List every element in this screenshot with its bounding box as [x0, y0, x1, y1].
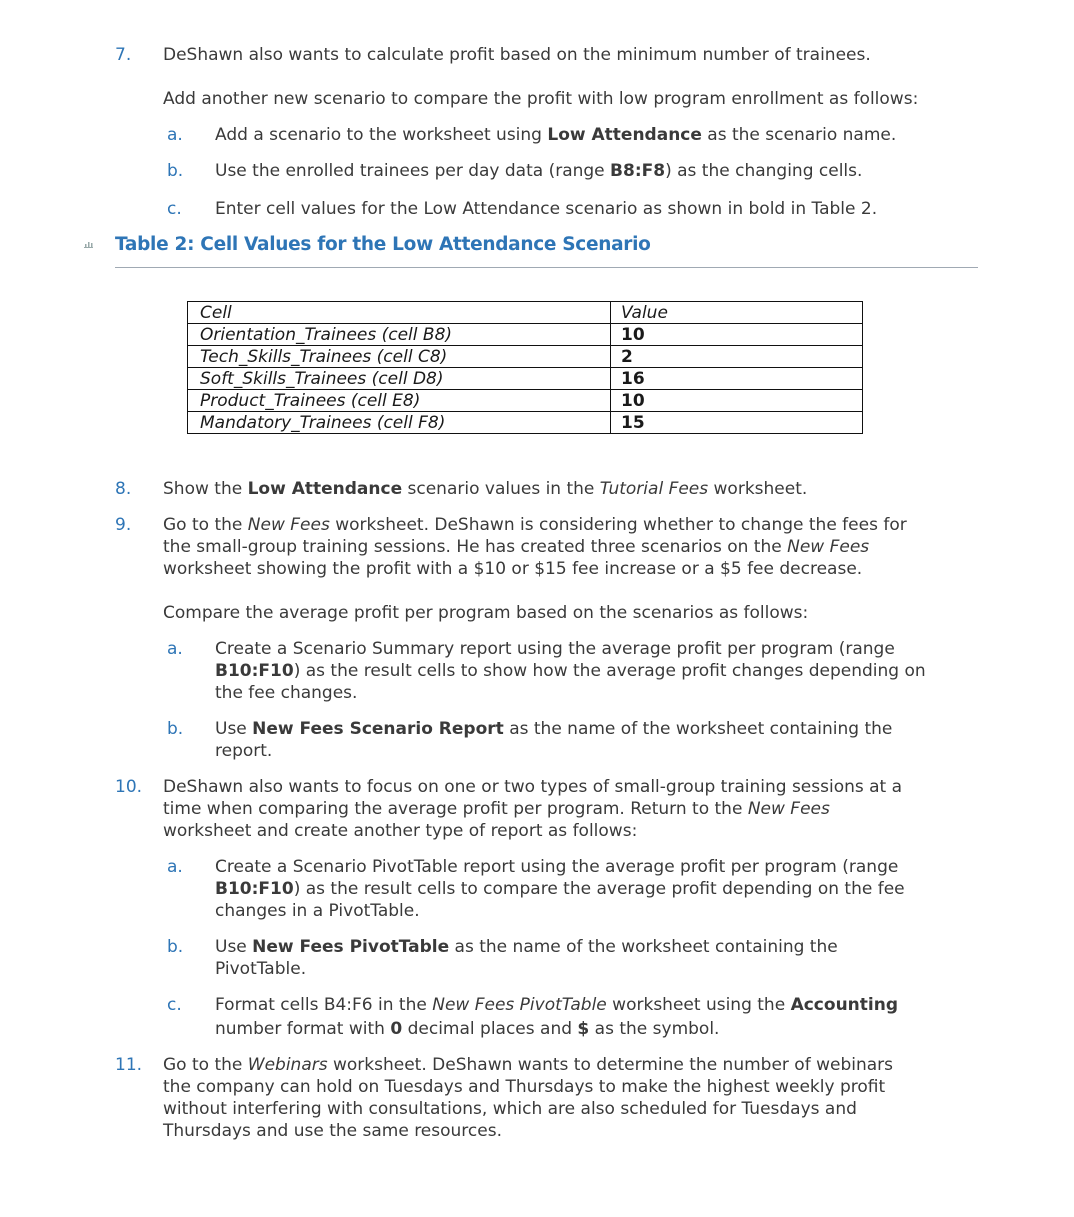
step-text: DeShawn also wants to calculate profit based on the minimum number of trainees.: [163, 45, 871, 65]
substep-letter: b.: [167, 719, 184, 739]
step-number: 8.: [115, 479, 132, 499]
cell-value: 16: [611, 368, 863, 390]
cell-value: 2: [611, 346, 863, 368]
substep-text-line: PivotTable.: [215, 959, 307, 979]
step-text-line: Go to the Webinars worksheet. DeShawn wants to determine the number of webinars: [163, 1055, 894, 1075]
substep-letter: c.: [167, 995, 182, 1015]
substep-text-line: number format with 0 decimal places and $ as the symbol.: [215, 1019, 720, 1039]
substep-text-line: the fee changes.: [215, 683, 358, 703]
substep-text-line: changes in a PivotTable.: [215, 901, 420, 921]
step-text: Show the Low Attendance scenario values in the Tutorial Fees worksheet.: [163, 479, 808, 499]
cell-name: Soft_Skills_Trainees (cell D8): [188, 368, 611, 390]
substep-letter: a.: [167, 857, 183, 877]
cell-value: 10: [611, 390, 863, 412]
substep-letter: a.: [167, 639, 183, 659]
step-intro: Add another new scenario to compare the profit with low program enrollment as follows:: [163, 89, 919, 109]
table-caption: Table 2: Cell Values for the Low Attendance Scenario: [115, 234, 651, 255]
cell-name: Product_Trainees (cell E8): [188, 390, 611, 412]
column-header-value: Value: [611, 302, 863, 324]
substep-letter: a.: [167, 125, 183, 145]
step-text-line: the small-group training sessions. He has created three scenarios on the New Fees: [163, 537, 870, 557]
table-row: [188, 390, 863, 412]
step-text-line: worksheet and create another type of report as follows:: [163, 821, 638, 841]
cell-values-table: [187, 301, 863, 434]
table-row: [188, 412, 863, 434]
cell-value: 15: [611, 412, 863, 434]
substep-letter: c.: [167, 199, 182, 219]
table-row: [188, 324, 863, 346]
substep-text-line: B10:F10) as the result cells to compare the average profit depending on the fee: [215, 879, 905, 899]
step-intro: Compare the average profit per program based on the scenarios as follows:: [163, 603, 809, 623]
substep-text-line: Use New Fees PivotTable as the name of the worksheet containing the: [215, 937, 838, 957]
caption-divider: [115, 267, 978, 268]
table-caption-icon: [84, 241, 93, 250]
step-text-line: DeShawn also wants to focus on one or two types of small-group training sessions at a: [163, 777, 903, 797]
step-number: 7.: [115, 45, 132, 65]
step-text-line: Go to the New Fees worksheet. DeShawn is considering whether to change the fees for: [163, 515, 907, 535]
substep-text-line: report.: [215, 741, 273, 761]
step-number: 10.: [115, 777, 143, 797]
substep-text: Use the enrolled trainees per day data (range B8:F8) as the changing cells.: [215, 161, 863, 181]
step-text-line: the company can hold on Tuesdays and Thursdays to make the highest weekly profit: [163, 1077, 886, 1097]
table-row: [188, 368, 863, 390]
cell-name: Orientation_Trainees (cell B8): [188, 324, 611, 346]
substep-text-line: Create a Scenario Summary report using the average profit per program (range: [215, 639, 895, 659]
step-text-line: Thursdays and use the same resources.: [163, 1121, 502, 1141]
step-text-line: without interfering with consultations, which are also scheduled for Tuesdays and: [163, 1099, 857, 1119]
substep-text: Add a scenario to the worksheet using Low Attendance as the scenario name.: [215, 125, 897, 145]
substep-text-line: Format cells B4:F6 in the New Fees PivotTable worksheet using the Accounting: [215, 995, 898, 1015]
step-text-line: worksheet showing the profit with a $10 or $15 fee increase or a $5 fee decrease.: [163, 559, 863, 579]
substep-text-line: B10:F10) as the result cells to show how the average profit changes depending on: [215, 661, 926, 681]
cell-name: Mandatory_Trainees (cell F8): [188, 412, 611, 434]
column-header-cell: Cell: [188, 302, 611, 324]
table-row: [188, 346, 863, 368]
substep-letter: b.: [167, 161, 184, 181]
substep-text: Enter cell values for the Low Attendance scenario as shown in bold in Table 2.: [215, 199, 878, 219]
substep-text-line: Use New Fees Scenario Report as the name of the worksheet containing the: [215, 719, 893, 739]
table-header-row: [188, 302, 863, 324]
step-number: 9.: [115, 515, 132, 535]
step-text-line: time when comparing the average profit per program. Return to the New Fees: [163, 799, 830, 819]
substep-text-line: Create a Scenario PivotTable report using the average profit per program (range: [215, 857, 899, 877]
step-number: 11.: [115, 1055, 143, 1075]
cell-value: 10: [611, 324, 863, 346]
cell-name: Tech_Skills_Trainees (cell C8): [188, 346, 611, 368]
substep-letter: b.: [167, 937, 184, 957]
